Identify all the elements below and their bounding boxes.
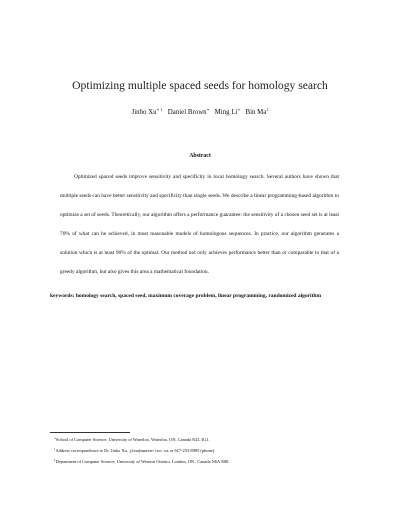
footnote-rule bbox=[50, 432, 130, 433]
abstract-text: Optimized spaced seeds improve sensitivity and specificity in local homology search. Several authors have shown that multiple seeds can have better sensitivity and specificity than single seeds. We describe a linear programming-based algorithm to optimize a set of seeds. Theoretically, our algorithm offers a performance guarantee: the sensitivity of a chosen seed set is at least 70% of what can be achieved, in most reasonable models of homologous sequences. In practice, our algorithm generates a solution which is at least 90% of the optimal. Our method not only achieves performance better than or comparable to that of a greedy algorithm, but also gives this area a mathematical foundation. bbox=[60, 174, 339, 275]
footnote-text: Department of Computer Science, University of Western Ontario, London, ON , Canada N6A 5B8. bbox=[55, 459, 230, 464]
author-name: Jinbo Xu bbox=[131, 109, 157, 116]
author-affiliation-mark: ‡ bbox=[266, 107, 269, 112]
footnote-text: or 617-253-8985 (phone). bbox=[168, 447, 216, 453]
footnote-text: Address correspondence to Dr. Jinbo Xu, bbox=[55, 447, 129, 453]
author-affiliation-mark: ∗ 1 bbox=[156, 107, 163, 112]
author-list bbox=[0, 108, 400, 117]
author-name: Bin Ma bbox=[245, 109, 267, 116]
footnote bbox=[54, 435, 354, 446]
footnotes bbox=[54, 435, 354, 468]
footnote-mark: 1 bbox=[54, 446, 56, 451]
footnote bbox=[54, 446, 354, 458]
footnote-mark: ∗ bbox=[54, 436, 57, 440]
abstract-heading: Abstract bbox=[189, 153, 211, 159]
author-affiliation-mark: ∗ bbox=[206, 107, 210, 112]
author-affiliation-mark: ∗ bbox=[237, 107, 241, 112]
footnote bbox=[54, 457, 354, 468]
author-name: Ming Li bbox=[214, 109, 238, 116]
keywords-line: keywords: homology search, spaced seed, maximum coverage problem, linear programming, randomized algorithm bbox=[50, 293, 322, 299]
email-link[interactable]: j3xu@uwaterloo.ca bbox=[128, 449, 169, 454]
footnote-text: School of Computer Science, University of Waterloo, Waterloo, ON, Canada N2L 3G1. bbox=[56, 437, 210, 442]
paper-title: Optimizing multiple spaced seeds for homology search bbox=[72, 79, 328, 92]
author-name: Daniel Brown bbox=[167, 109, 207, 116]
footnote-mark: ‡ bbox=[54, 458, 56, 462]
